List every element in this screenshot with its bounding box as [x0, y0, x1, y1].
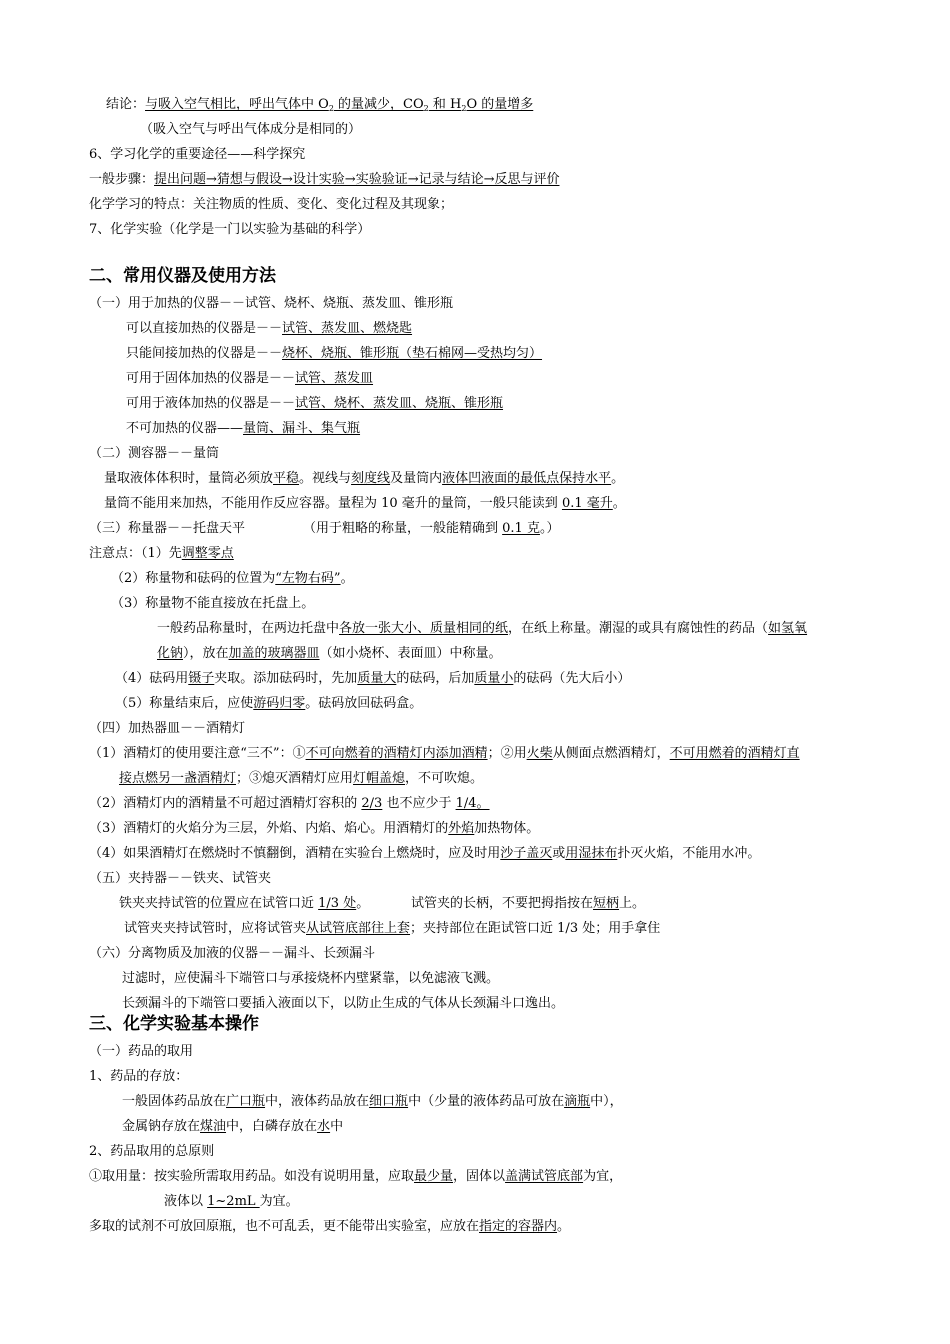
- heat-line-5: 不可加热的仪器——量筒、漏斗、集气瓶: [126, 421, 361, 436]
- steps-line: 一般步骤：提出问题→猜想与假设→设计实验→实验验证→记录与结论→反思与评价: [89, 172, 560, 187]
- heat-line-1: 可以直接加热的仪器是－－试管、蒸发皿、燃烧匙: [126, 321, 413, 336]
- features-line: 化学学习的特点：关注物质的性质、变化、变化过程及其现象；: [89, 197, 454, 212]
- balance-note-4: （4）砝码用镊子夹取。添加砝码时，先加质量大的砝码，后加质量小的砝码（先大后小）: [115, 671, 631, 686]
- heat-line-4: 可用于液体加热的仪器是－－试管、烧杯、蒸发皿、烧瓶、锥形瓶: [126, 396, 504, 411]
- conclusion-text: 与吸入空气相比，呼出气体中 $O_2$ 的量减少，$CO_2$ 和 $H_2O$ 的量增多: [145, 97, 534, 113]
- balance-note-1: 注意点：（1）先调整零点: [89, 546, 234, 561]
- heat-title: （一）用于加热的仪器－－试管、烧杯、烧瓶、蒸发皿、锥形瓶: [89, 296, 454, 311]
- clamp-line-2: 试管夹夹持试管时，应将试管夹从试管底部往上套；夹持部位在距试管口近 1/3 处；用手拿住: [124, 921, 661, 936]
- clamp-title: （五）夹持器－－铁夹、试管夹: [89, 871, 272, 886]
- measure-line-1: 量取液体体积时，量筒必须放平稳。视线与刻度线及量筒内液体凹液面的最低点保持水平。: [104, 471, 625, 486]
- balance-note-2: （2）称量物和砝码的位置为“左物右码”。: [111, 571, 354, 586]
- separate-title: （六）分离物质及加液的仪器－－漏斗、长颈漏斗: [89, 946, 376, 961]
- note-line: （吸入空气与呼出气体成分是相同的）: [140, 122, 362, 137]
- lamp-line-1-cont: 接点燃另一盏酒精灯；③熄灭酒精灯应用灯帽盖熄，不可吹熄。: [119, 771, 484, 786]
- balance-title: （三）称量器－－托盘天平: [89, 521, 246, 536]
- section-2-heading: 二、常用仪器及使用方法: [89, 266, 276, 286]
- heat-line-3: 可用于固体加热的仪器是－－试管、蒸发皿: [126, 371, 374, 386]
- storage-line-1: 一般固体药品放在广口瓶中，液体药品放在细口瓶中（少量的液体药品可放在滴瓶中），: [122, 1094, 623, 1109]
- measure-title: （二）测容器－－量筒: [89, 446, 220, 461]
- lamp-line-1: （1）酒精灯的使用要注意“三不”：①不可向燃着的酒精灯内添加酒精；②用火柴从侧面点燃酒精灯，不可用燃着的酒精灯直: [89, 746, 800, 761]
- balance-note-3-detail-2: 化钠），放在加盖的玻璃器皿（如小烧杯、表面皿）中称量。: [157, 646, 502, 661]
- measure-line-2: 量筒不能用来加热，不能用作反应容器。量程为 10 毫升的量筒，一般只能读到 0.1 毫升。: [104, 496, 626, 511]
- lamp-line-4: （4）如果酒精灯在燃烧时不慎翻倒，酒精在实验台上燃烧时，应及时用沙子盖灭或用湿抹布扑灭火焰，不能用水冲。: [89, 846, 761, 861]
- rule-line-2: 液体以 1~2mL 为宜。: [164, 1194, 299, 1209]
- item-7: 7、化学实验（化学是一门以实验为基础的科学）: [89, 222, 371, 237]
- heat-line-2: 只能间接加热的仪器是－－烧杯、烧瓶、锥形瓶（垫石棉网—受热均匀）: [126, 346, 543, 361]
- storage-line-2: 金属钠存放在煤油中，白磷存放在水中: [122, 1119, 344, 1134]
- balance-note: （用于粗略的称量，一般能精确到 0.1 克。）: [303, 521, 560, 536]
- rule-line-3: 多取的试剂不可放回原瓶，也不可乱丢，更不能带出实验室，应放在指定的容器内。: [89, 1219, 571, 1234]
- separate-line-1: 过滤时，应使漏斗下端管口与承接烧杯内壁紧靠，以免滤液飞溅。: [122, 971, 500, 986]
- s3-sub-1: （一）药品的取用: [89, 1044, 194, 1059]
- s3-item-2: 2、药品取用的总原则: [89, 1144, 215, 1159]
- separate-line-2: 长颈漏斗的下端管口要插入液面以下，以防止生成的气体从长颈漏斗口逸出。: [122, 996, 565, 1011]
- s3-item-1: 1、药品的存放：: [89, 1069, 189, 1084]
- clamp-line-1a: 铁夹夹持试管的位置应在试管口近 1/3 处。: [119, 896, 370, 911]
- section-3-heading: 三、化学实验基本操作: [89, 1014, 259, 1034]
- lamp-line-3: （3）酒精灯的火焰分为三层，外焰、内焰、焰心。用酒精灯的外焰加热物体。: [89, 821, 540, 836]
- rule-line-1: ①取用量：按实验所需取用药品。如没有说明用量，应取最少量，固体以盖满试管底部为宜，: [89, 1169, 623, 1184]
- conclusion-line: 结论：与吸入空气相比，呼出气体中 $O_2$ 的量减少，$CO_2$ 和 $H_2O$ 的量增多: [106, 97, 534, 113]
- lamp-line-2: （2）酒精灯内的酒精量不可超过酒精灯容积的 2/3 也不应少于 1/4。: [89, 796, 490, 811]
- balance-note-5: （5）称量结束后，应使游码归零。砝码放回砝码盒。: [115, 696, 423, 711]
- balance-note-3: （3）称量物不能直接放在托盘上。: [111, 596, 315, 611]
- lamp-title: （四）加热器皿－－酒精灯: [89, 721, 246, 736]
- clamp-line-1b: 试管夹的长柄，不要把拇指按在短柄上。: [411, 896, 646, 911]
- item-6: 6、学习化学的重要途径——科学探究: [89, 147, 306, 162]
- balance-note-3-detail-1: 一般药品称量时，在两边托盘中各放一张大小、质量相同的纸，在纸上称量。潮湿的或具有腐蚀性的药品（如氢氧: [157, 621, 808, 636]
